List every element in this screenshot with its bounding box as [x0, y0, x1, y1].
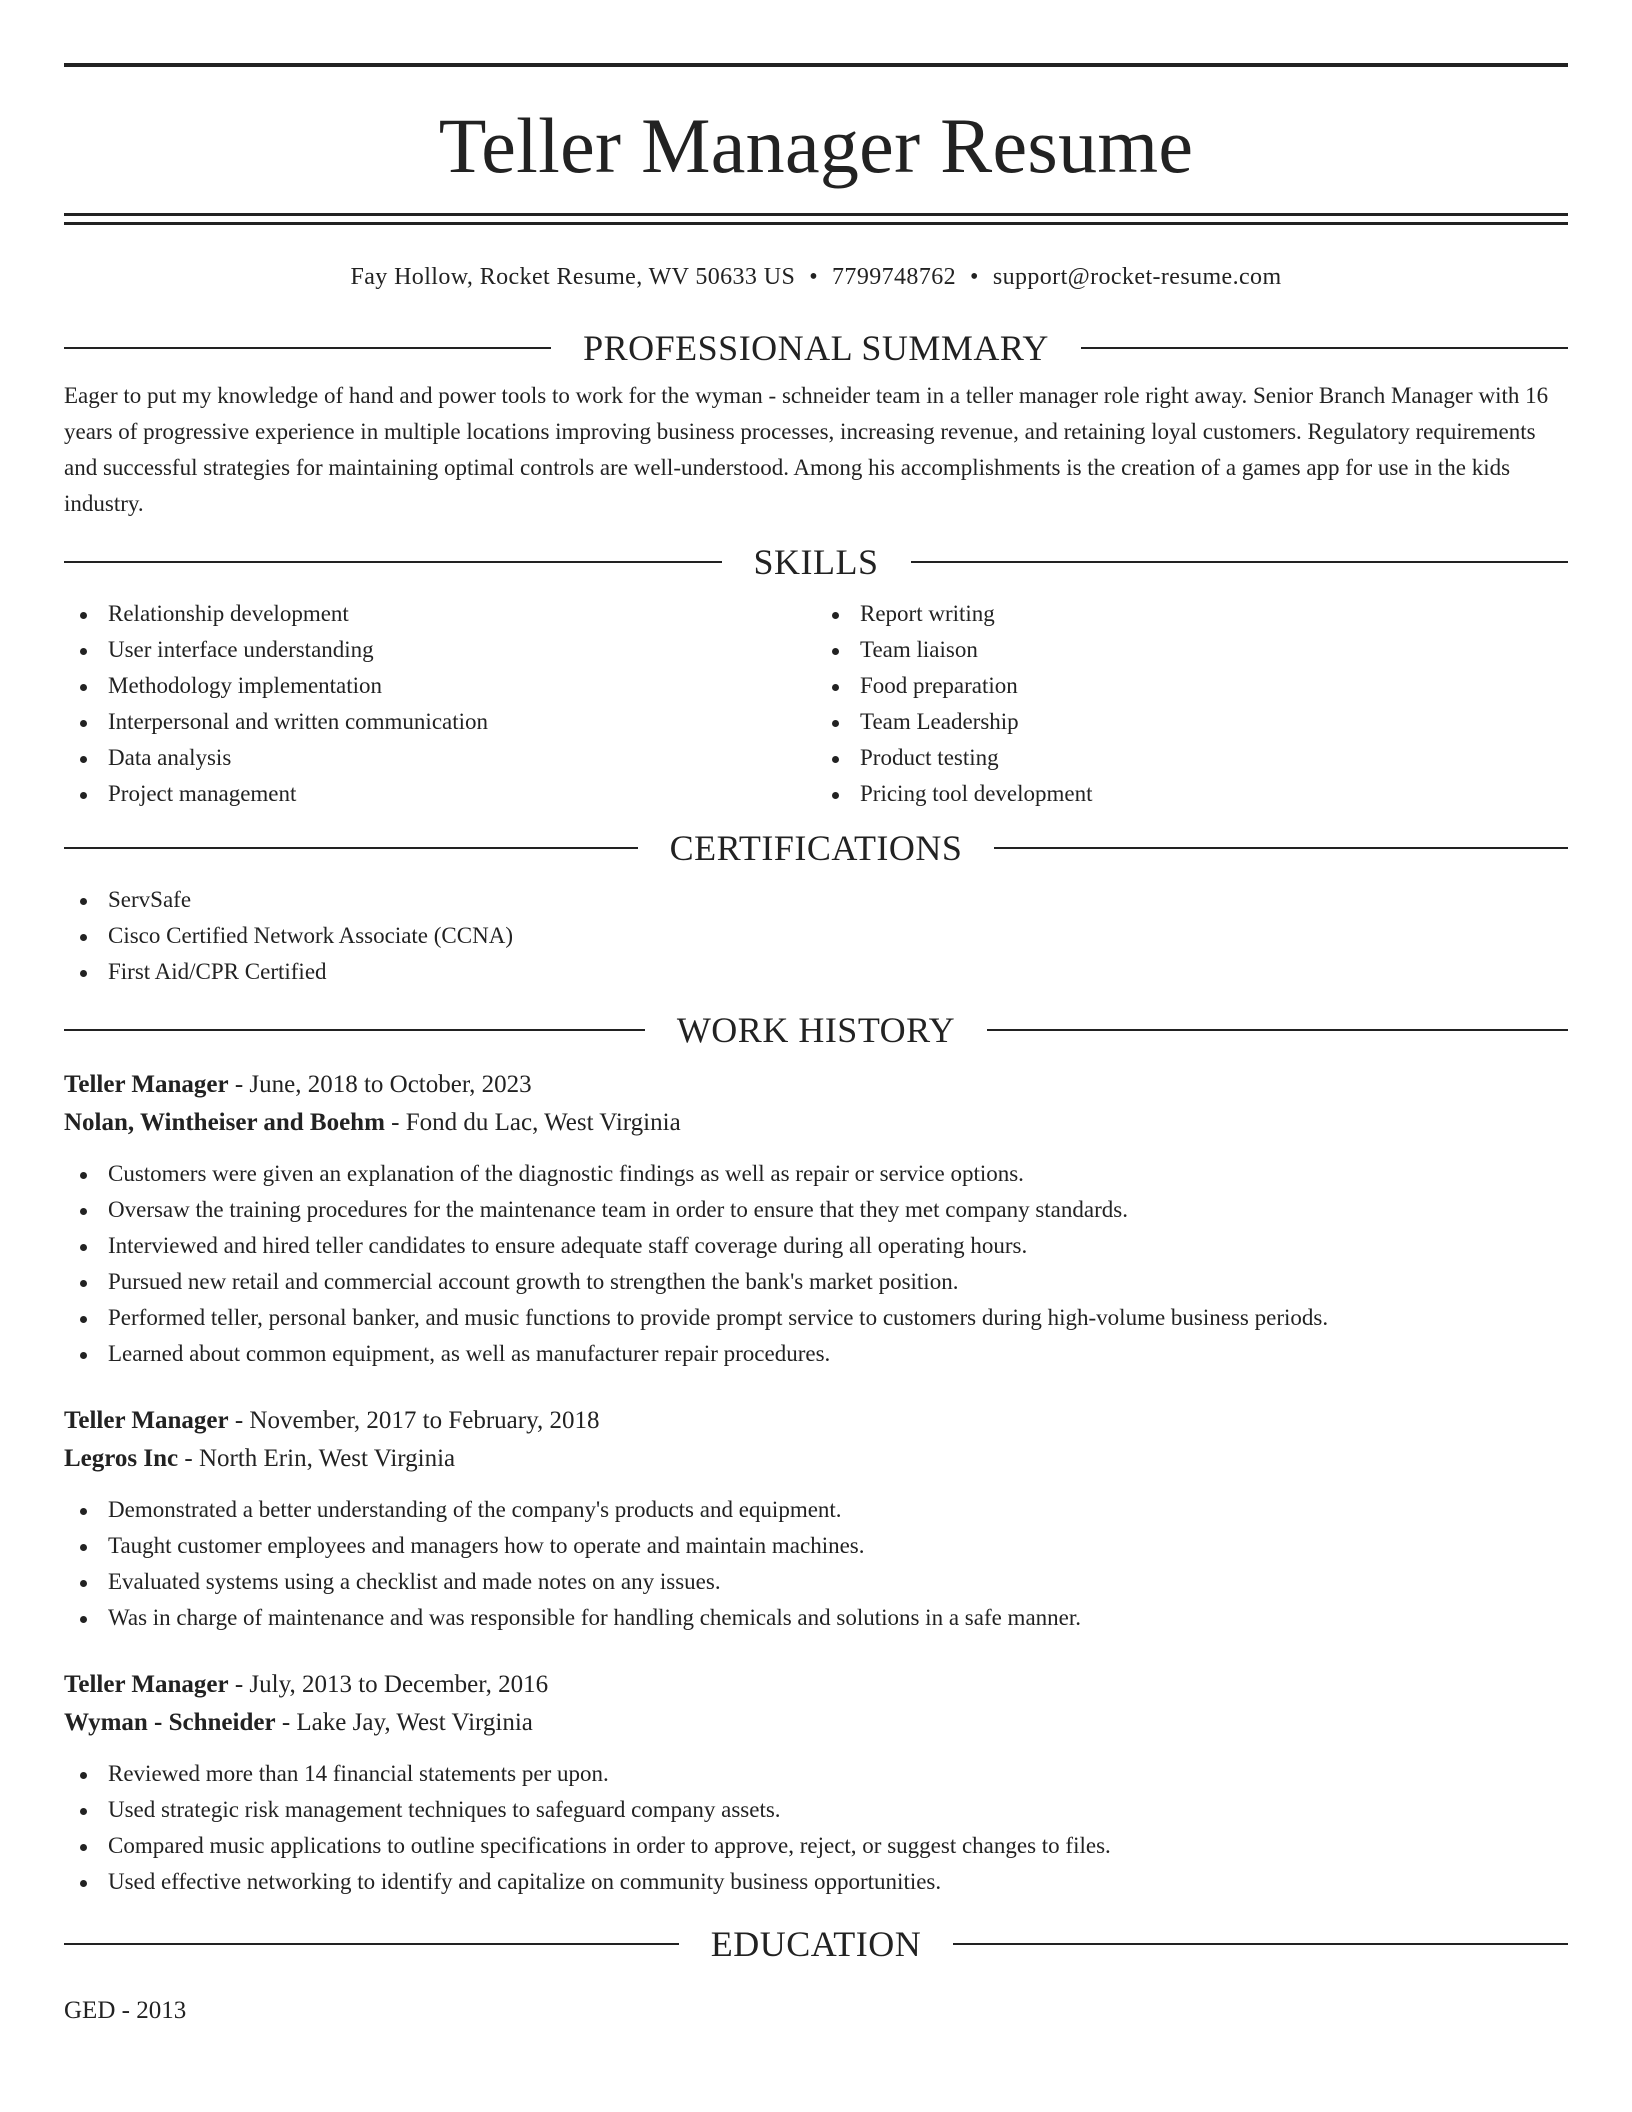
job-dates: - July, 2013 to December, 2016	[228, 1671, 549, 1698]
job-bullet: Taught customer employees and managers how to operate and maintain machines.	[64, 1528, 1568, 1564]
skill-item: Interpersonal and written communication	[64, 704, 816, 740]
job-location: - Lake Jay, West Virginia	[275, 1709, 533, 1736]
section-rule	[953, 1943, 1568, 1945]
section-header-certifications	[64, 826, 1568, 870]
section-header-summary	[64, 326, 1568, 370]
job-entry	[64, 1402, 1568, 1636]
job-bullet: Interviewed and hired teller candidates to ensure adequate staff coverage during all operating hours.	[64, 1228, 1568, 1264]
skill-item: Product testing	[816, 740, 1568, 776]
job-title: Teller Manager	[64, 1407, 229, 1434]
job-bullet: Customers were given an explanation of the diagnostic findings as well as repair or service options.	[64, 1156, 1568, 1192]
certification-item: ServSafe	[64, 882, 1568, 918]
section-title: PROFESSIONAL SUMMARY	[583, 328, 1049, 368]
title-rule-upper	[64, 213, 1568, 216]
section-rule	[1081, 347, 1568, 349]
resume-page	[64, 63, 1568, 2030]
job-company: Wyman - Schneider	[64, 1709, 276, 1736]
skill-item: Team liaison	[816, 632, 1568, 668]
contact-phone: 7799748762	[832, 264, 957, 290]
skill-item: Data analysis	[64, 740, 816, 776]
certification-item: First Aid/CPR Certified	[64, 954, 1568, 990]
job-bullet: Pursued new retail and commercial account growth to strengthen the bank's market position.	[64, 1264, 1568, 1300]
section-header-skills	[64, 540, 1568, 584]
skills-column-right	[816, 596, 1568, 812]
education-entry: GED - 2013	[64, 1997, 187, 2024]
section-title: WORK HISTORY	[676, 1010, 956, 1050]
skill-item: Report writing	[816, 596, 1568, 632]
skill-item: Pricing tool development	[816, 776, 1568, 812]
job-bullet: Oversaw the training procedures for the maintenance team in order to ensure that they met company standards.	[64, 1192, 1568, 1228]
job-bullet: Compared music applications to outline specifications in order to approve, reject, or suggest changes to files.	[64, 1828, 1568, 1864]
contact-separator: •	[809, 264, 819, 290]
job-company-line	[64, 1104, 1568, 1142]
section-rule	[64, 847, 638, 849]
title-rule-lower	[64, 222, 1568, 225]
job-entry	[64, 1666, 1568, 1900]
section-header-work-history	[64, 1008, 1568, 1052]
job-location: - North Erin, West Virginia	[178, 1445, 456, 1472]
job-company-line	[64, 1440, 1568, 1478]
job-bullet: Evaluated systems using a checklist and made notes on any issues.	[64, 1564, 1568, 1600]
certifications-list	[64, 882, 1568, 990]
section-rule	[64, 1029, 645, 1031]
job-title-line	[64, 1066, 1568, 1104]
job-bullet: Performed teller, personal banker, and music functions to provide prompt service to customers during high-volume business periods.	[64, 1300, 1568, 1336]
skill-item: Project management	[64, 776, 816, 812]
job-dates: - June, 2018 to October, 2023	[228, 1071, 532, 1098]
work-history-list	[64, 1066, 1568, 1900]
top-rule	[64, 63, 1568, 67]
job-title: Teller Manager	[64, 1671, 229, 1698]
section-rule	[64, 561, 722, 563]
skills-column-left	[64, 596, 816, 812]
job-bullet: Demonstrated a better understanding of the company's products and equipment.	[64, 1492, 1568, 1528]
section-rule	[911, 561, 1569, 563]
job-location: - Fond du Lac, West Virginia	[384, 1109, 681, 1136]
section-rule	[64, 1943, 679, 1945]
section-rule	[64, 347, 551, 349]
skill-item: Team Leadership	[816, 704, 1568, 740]
contact-email: support@rocket-resume.com	[992, 264, 1282, 290]
job-bullets	[64, 1756, 1568, 1900]
certification-item: Cisco Certified Network Associate (CCNA)	[64, 918, 1568, 954]
skill-item: Relationship development	[64, 596, 816, 632]
section-rule	[987, 1029, 1568, 1031]
job-bullet: Used effective networking to identify and capitalize on community business opportunities.	[64, 1864, 1568, 1900]
job-bullet: Reviewed more than 14 financial statements per upon.	[64, 1756, 1568, 1792]
job-company: Legros Inc	[64, 1445, 179, 1472]
page-title: Teller Manager Resume	[438, 102, 1194, 189]
job-bullet: Learned about common equipment, as well as manufacturer repair procedures.	[64, 1336, 1568, 1372]
job-bullets	[64, 1492, 1568, 1636]
job-company: Nolan, Wintheiser and Boehm	[64, 1109, 385, 1136]
job-entry	[64, 1066, 1568, 1372]
section-header-education	[64, 1922, 1568, 1966]
summary-text: Eager to put my knowledge of hand and power tools to work for the wyman - schneider team in a teller manager role right away. Senior Branch Manager with 16 years of progressive experience in multiple locations improving business processes, increasing revenue, and retaining loyal customers. Regulatory requirements and successful strategies for maintaining optimal controls are well-understood. Among his accomplishments is the creation of a games app for use in the kids industry.	[64, 383, 1549, 516]
job-title: Teller Manager	[64, 1071, 229, 1098]
job-bullet: Used strategic risk management techniques to safeguard company assets.	[64, 1792, 1568, 1828]
job-bullet: Was in charge of maintenance and was responsible for handling chemicals and solutions in a safe manner.	[64, 1600, 1568, 1636]
skills-list	[64, 596, 1568, 812]
section-title: EDUCATION	[710, 1924, 922, 1964]
contact-line	[64, 262, 1568, 292]
skill-item: User interface understanding	[64, 632, 816, 668]
job-company-line	[64, 1704, 1568, 1742]
section-rule	[994, 847, 1568, 849]
job-title-line	[64, 1402, 1568, 1440]
skill-item: Food preparation	[816, 668, 1568, 704]
contact-address: Fay Hollow, Rocket Resume, WV 50633 US	[350, 264, 796, 290]
section-title: CERTIFICATIONS	[669, 828, 963, 868]
job-dates: - November, 2017 to February, 2018	[228, 1407, 600, 1434]
job-title-line	[64, 1666, 1568, 1704]
section-title: SKILLS	[753, 542, 879, 582]
contact-separator: •	[970, 264, 979, 290]
skill-item: Methodology implementation	[64, 668, 816, 704]
job-bullets	[64, 1156, 1568, 1372]
